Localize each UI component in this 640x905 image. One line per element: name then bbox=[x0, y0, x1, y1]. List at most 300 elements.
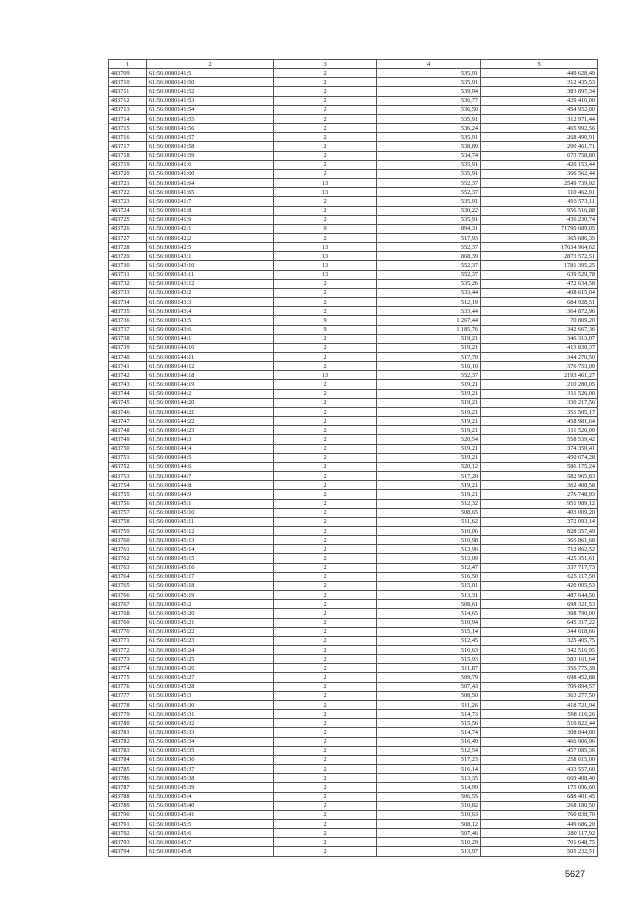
row-number-cell: 483761 bbox=[109, 545, 147, 554]
table-row bbox=[109, 380, 598, 389]
rate-cell: 533,44 bbox=[377, 288, 481, 297]
row-number-cell: 483719 bbox=[109, 160, 147, 169]
table-row bbox=[109, 481, 598, 490]
value-cell: 311 526,00 bbox=[481, 389, 598, 398]
category-cell: 2 bbox=[274, 526, 377, 535]
table-row bbox=[109, 371, 598, 380]
cadastral-number-cell: 61:56:0080145:22 bbox=[147, 627, 274, 636]
category-cell: 2 bbox=[274, 810, 377, 819]
category-cell: 2 bbox=[274, 462, 377, 471]
category-cell: 2 bbox=[274, 105, 377, 114]
rate-cell: 513,97 bbox=[377, 847, 481, 856]
rate-cell: 535,91 bbox=[377, 160, 481, 169]
cadastral-number-cell: 61:56:0080141:65 bbox=[147, 188, 274, 197]
table-row bbox=[109, 307, 598, 316]
category-cell: 13 bbox=[274, 243, 377, 252]
value-cell: 449 628,49 bbox=[481, 69, 598, 78]
table-row bbox=[109, 600, 598, 609]
row-number-cell: 483711 bbox=[109, 87, 147, 96]
cadastral-number-cell: 61:56:0080141:53 bbox=[147, 96, 274, 105]
rate-cell: 519,21 bbox=[377, 490, 481, 499]
rate-cell: 508,61 bbox=[377, 600, 481, 609]
table-row bbox=[109, 316, 598, 325]
cadastral-number-cell: 61:56:0080144:18 bbox=[147, 371, 274, 380]
value-cell: 2549 739,92 bbox=[481, 179, 598, 188]
rate-cell: 511,87 bbox=[377, 664, 481, 673]
column-header: 4 bbox=[377, 60, 481, 69]
row-number-cell: 483786 bbox=[109, 774, 147, 783]
table-row bbox=[109, 353, 598, 362]
cadastral-number-cell: 61:56:0080142:5 bbox=[147, 243, 274, 252]
value-cell: 425 351,61 bbox=[481, 554, 598, 563]
category-cell: 9 bbox=[274, 325, 377, 334]
rate-cell: 517,20 bbox=[377, 472, 481, 481]
cadastral-number-cell: 61:56:0080144:1 bbox=[147, 334, 274, 343]
cadastral-number-cell: 61:56:0080145:3 bbox=[147, 691, 274, 700]
category-cell: 2 bbox=[274, 334, 377, 343]
category-cell: 2 bbox=[274, 398, 377, 407]
table-row bbox=[109, 563, 598, 572]
value-cell: 342 516,95 bbox=[481, 646, 598, 655]
cadastral-number-cell: 61:56:0080144:10 bbox=[147, 343, 274, 352]
row-number-cell: 483712 bbox=[109, 96, 147, 105]
row-number-cell: 483742 bbox=[109, 371, 147, 380]
value-cell: 383 897,34 bbox=[481, 87, 598, 96]
category-cell: 2 bbox=[274, 719, 377, 728]
column-header: 2 bbox=[147, 60, 274, 69]
category-cell: 2 bbox=[274, 545, 377, 554]
table-row bbox=[109, 453, 598, 462]
value-cell: 701 648,75 bbox=[481, 838, 598, 847]
table-row bbox=[109, 435, 598, 444]
value-cell: 280 117,92 bbox=[481, 829, 598, 838]
table-row bbox=[109, 490, 598, 499]
value-cell: 2873 572,51 bbox=[481, 252, 598, 261]
rate-cell: 519,21 bbox=[377, 389, 481, 398]
cadastral-number-cell: 61:56:0080143:2 bbox=[147, 288, 274, 297]
category-cell: 2 bbox=[274, 96, 377, 105]
value-cell: 449 686,20 bbox=[481, 819, 598, 828]
value-cell: 487 644,50 bbox=[481, 591, 598, 600]
rate-cell: 536,50 bbox=[377, 105, 481, 114]
value-cell: 268 180,50 bbox=[481, 801, 598, 810]
row-number-cell: 483735 bbox=[109, 307, 147, 316]
table-row bbox=[109, 87, 598, 96]
cadastral-number-cell: 61:56:0080143:6 bbox=[147, 325, 274, 334]
category-cell: 13 bbox=[274, 371, 377, 380]
category-cell: 2 bbox=[274, 655, 377, 664]
category-cell: 2 bbox=[274, 288, 377, 297]
value-cell: 709 894,57 bbox=[481, 682, 598, 691]
rate-cell: 519,21 bbox=[377, 398, 481, 407]
category-cell: 2 bbox=[274, 206, 377, 215]
rate-cell: 507,46 bbox=[377, 829, 481, 838]
cadastral-number-cell: 61:56:0080143:11 bbox=[147, 270, 274, 279]
cadastral-number-cell: 61:56:0080145:19 bbox=[147, 591, 274, 600]
value-cell: 325 405,75 bbox=[481, 636, 598, 645]
rate-cell: 552,37 bbox=[377, 371, 481, 380]
category-cell: 2 bbox=[274, 114, 377, 123]
rate-cell: 517,93 bbox=[377, 233, 481, 242]
row-number-cell: 483754 bbox=[109, 481, 147, 490]
cadastral-number-cell: 61:56:0080141:57 bbox=[147, 133, 274, 142]
category-cell: 2 bbox=[274, 124, 377, 133]
data-table bbox=[108, 59, 598, 857]
value-cell: 308 790,00 bbox=[481, 609, 598, 618]
cadastral-number-cell: 61:56:0080141:60 bbox=[147, 169, 274, 178]
row-number-cell: 483792 bbox=[109, 829, 147, 838]
table-row bbox=[109, 710, 598, 719]
rate-cell: 510,98 bbox=[377, 536, 481, 545]
table-row bbox=[109, 105, 598, 114]
category-cell: 2 bbox=[274, 279, 377, 288]
category-cell: 2 bbox=[274, 472, 377, 481]
table-row bbox=[109, 169, 598, 178]
rate-cell: 512,32 bbox=[377, 499, 481, 508]
value-cell: 429 416,00 bbox=[481, 96, 598, 105]
category-cell: 2 bbox=[274, 819, 377, 828]
value-cell: 493 573,11 bbox=[481, 197, 598, 206]
rate-cell: 552,37 bbox=[377, 243, 481, 252]
row-number-cell: 483745 bbox=[109, 398, 147, 407]
cadastral-number-cell: 61:56:0080145:7 bbox=[147, 838, 274, 847]
cadastral-number-cell: 61:56:0080141:55 bbox=[147, 114, 274, 123]
category-cell: 2 bbox=[274, 133, 377, 142]
value-cell: 673 758,80 bbox=[481, 151, 598, 160]
value-cell: 712 862,52 bbox=[481, 545, 598, 554]
category-cell: 2 bbox=[274, 563, 377, 572]
row-number-cell: 483751 bbox=[109, 453, 147, 462]
category-cell: 2 bbox=[274, 646, 377, 655]
category-cell: 2 bbox=[274, 664, 377, 673]
table-row bbox=[109, 188, 598, 197]
value-cell: 374 350,41 bbox=[481, 444, 598, 453]
cadastral-number-cell: 61:56:0080144:23 bbox=[147, 426, 274, 435]
cadastral-number-cell: 61:56:0080143:12 bbox=[147, 279, 274, 288]
table-row bbox=[109, 591, 598, 600]
row-number-cell: 483776 bbox=[109, 682, 147, 691]
rate-cell: 519,21 bbox=[377, 334, 481, 343]
cadastral-number-cell: 61:56:0080144:2 bbox=[147, 389, 274, 398]
rate-cell: 515,14 bbox=[377, 627, 481, 636]
table-row bbox=[109, 325, 598, 334]
row-number-cell: 483733 bbox=[109, 288, 147, 297]
table-row bbox=[109, 499, 598, 508]
row-number-cell: 483777 bbox=[109, 691, 147, 700]
cadastral-number-cell: 61:56:0080145:4 bbox=[147, 792, 274, 801]
row-number-cell: 483725 bbox=[109, 215, 147, 224]
rate-cell: 535,26 bbox=[377, 279, 481, 288]
table-row bbox=[109, 407, 598, 416]
row-number-cell: 483736 bbox=[109, 316, 147, 325]
category-cell: 2 bbox=[274, 343, 377, 352]
value-cell: 276 748,93 bbox=[481, 490, 598, 499]
row-number-cell: 483709 bbox=[109, 69, 147, 78]
cadastral-number-cell: 61:56:0080145:21 bbox=[147, 618, 274, 627]
cadastral-number-cell: 61:56:0080144:21 bbox=[147, 407, 274, 416]
value-cell: 582 965,83 bbox=[481, 472, 598, 481]
cadastral-number-cell: 61:56:0080145:24 bbox=[147, 646, 274, 655]
rate-cell: 535,91 bbox=[377, 114, 481, 123]
rate-cell: 510,29 bbox=[377, 838, 481, 847]
category-cell: 2 bbox=[274, 197, 377, 206]
row-number-cell: 483778 bbox=[109, 700, 147, 709]
category-cell: 2 bbox=[274, 755, 377, 764]
cadastral-number-cell: 61:56:0080145:13 bbox=[147, 536, 274, 545]
category-cell: 2 bbox=[274, 581, 377, 590]
row-number-cell: 483718 bbox=[109, 151, 147, 160]
rate-cell: 538,89 bbox=[377, 142, 481, 151]
category-cell: 2 bbox=[274, 169, 377, 178]
row-number-cell: 483766 bbox=[109, 591, 147, 600]
cadastral-number-cell: 61:56:0080145:25 bbox=[147, 655, 274, 664]
table-body bbox=[109, 69, 598, 856]
category-cell: 13 bbox=[274, 261, 377, 270]
category-cell: 13 bbox=[274, 188, 377, 197]
table-row bbox=[109, 69, 598, 78]
value-cell: 828 357,49 bbox=[481, 526, 598, 535]
value-cell: 372 093,14 bbox=[481, 517, 598, 526]
table-row bbox=[109, 646, 598, 655]
table-row bbox=[109, 224, 598, 233]
table-row bbox=[109, 96, 598, 105]
category-cell: 2 bbox=[274, 792, 377, 801]
table-row bbox=[109, 124, 598, 133]
category-cell: 9 bbox=[274, 316, 377, 325]
row-number-cell: 483765 bbox=[109, 581, 147, 590]
row-number-cell: 483784 bbox=[109, 755, 147, 764]
table-row bbox=[109, 618, 598, 627]
category-cell: 2 bbox=[274, 691, 377, 700]
value-cell: 312 971,44 bbox=[481, 114, 598, 123]
cadastral-number-cell: 61:56:0080144:19 bbox=[147, 380, 274, 389]
row-number-cell: 483793 bbox=[109, 838, 147, 847]
rate-cell: 507,43 bbox=[377, 682, 481, 691]
table-row bbox=[109, 627, 598, 636]
row-number-cell: 483791 bbox=[109, 819, 147, 828]
table-row bbox=[109, 462, 598, 471]
cadastral-number-cell: 61:56:0080143:1 bbox=[147, 252, 274, 261]
value-cell: 365 686,35 bbox=[481, 233, 598, 242]
header-row bbox=[109, 60, 598, 69]
rate-cell: 533,44 bbox=[377, 307, 481, 316]
rate-cell: 552,37 bbox=[377, 261, 481, 270]
row-number-cell: 483723 bbox=[109, 197, 147, 206]
category-cell: 2 bbox=[274, 554, 377, 563]
table-row bbox=[109, 810, 598, 819]
table-row bbox=[109, 472, 598, 481]
row-number-cell: 483739 bbox=[109, 343, 147, 352]
value-cell: 698 452,88 bbox=[481, 673, 598, 682]
rate-cell: 520,12 bbox=[377, 462, 481, 471]
row-number-cell: 483752 bbox=[109, 462, 147, 471]
rate-cell: 512,54 bbox=[377, 746, 481, 755]
rate-cell: 508,50 bbox=[377, 691, 481, 700]
value-cell: 454 952,00 bbox=[481, 105, 598, 114]
row-number-cell: 483729 bbox=[109, 252, 147, 261]
rate-cell: 508,12 bbox=[377, 819, 481, 828]
row-number-cell: 483741 bbox=[109, 362, 147, 371]
category-cell: 2 bbox=[274, 536, 377, 545]
row-number-cell: 483768 bbox=[109, 609, 147, 618]
row-number-cell: 483756 bbox=[109, 499, 147, 508]
cadastral-number-cell: 61:56:0080141:59 bbox=[147, 151, 274, 160]
row-number-cell: 483750 bbox=[109, 444, 147, 453]
value-cell: 472 634,58 bbox=[481, 279, 598, 288]
rate-cell: 519,21 bbox=[377, 380, 481, 389]
rate-cell: 535,91 bbox=[377, 215, 481, 224]
category-cell: 2 bbox=[274, 746, 377, 755]
table-row bbox=[109, 279, 598, 288]
category-cell: 2 bbox=[274, 710, 377, 719]
table-row bbox=[109, 398, 598, 407]
value-cell: 342 667,36 bbox=[481, 325, 598, 334]
table-row bbox=[109, 517, 598, 526]
cadastral-number-cell: 61:56:0080145:2 bbox=[147, 600, 274, 609]
table-row bbox=[109, 755, 598, 764]
category-cell: 2 bbox=[274, 508, 377, 517]
rate-cell: 510,94 bbox=[377, 618, 481, 627]
cadastral-number-cell: 61:56:0080145:23 bbox=[147, 636, 274, 645]
row-number-cell: 483749 bbox=[109, 435, 147, 444]
category-cell: 2 bbox=[274, 673, 377, 682]
value-cell: 363 277,50 bbox=[481, 691, 598, 700]
cadastral-number-cell: 61:56:0080145:26 bbox=[147, 664, 274, 673]
table-row bbox=[109, 362, 598, 371]
column-header: 1 bbox=[109, 60, 147, 69]
row-number-cell: 483785 bbox=[109, 765, 147, 774]
value-cell: 362 408,58 bbox=[481, 481, 598, 490]
value-cell: 420 153,44 bbox=[481, 160, 598, 169]
table-row bbox=[109, 545, 598, 554]
row-number-cell: 483730 bbox=[109, 261, 147, 270]
cadastral-number-cell: 61:56:0080145:35 bbox=[147, 746, 274, 755]
row-number-cell: 483737 bbox=[109, 325, 147, 334]
cadastral-number-cell: 61:56:0080145:18 bbox=[147, 581, 274, 590]
value-cell: 403 009,20 bbox=[481, 508, 598, 517]
row-number-cell: 483715 bbox=[109, 124, 147, 133]
rate-cell: 515,93 bbox=[377, 655, 481, 664]
rate-cell: 510,06 bbox=[377, 526, 481, 535]
category-cell: 2 bbox=[274, 233, 377, 242]
rate-cell: 535,91 bbox=[377, 169, 481, 178]
rate-cell: 513,96 bbox=[377, 545, 481, 554]
category-cell: 2 bbox=[274, 847, 377, 856]
value-cell: 2193 461,27 bbox=[481, 371, 598, 380]
table-row bbox=[109, 151, 598, 160]
cadastral-number-cell: 61:56:0080141:64 bbox=[147, 179, 274, 188]
row-number-cell: 483748 bbox=[109, 426, 147, 435]
cadastral-number-cell: 61:56:0080143:3 bbox=[147, 298, 274, 307]
table-row bbox=[109, 78, 598, 87]
row-number-cell: 483774 bbox=[109, 664, 147, 673]
table-row bbox=[109, 746, 598, 755]
value-cell: 688 401,45 bbox=[481, 792, 598, 801]
rate-cell: 515,56 bbox=[377, 719, 481, 728]
row-number-cell: 483724 bbox=[109, 206, 147, 215]
row-number-cell: 483721 bbox=[109, 179, 147, 188]
value-cell: 308 844,00 bbox=[481, 728, 598, 737]
cadastral-number-cell: 61:56:0080141:8 bbox=[147, 206, 274, 215]
cadastral-number-cell: 61:56:0080145:33 bbox=[147, 728, 274, 737]
category-cell: 2 bbox=[274, 417, 377, 426]
category-cell: 2 bbox=[274, 142, 377, 151]
row-number-cell: 483746 bbox=[109, 407, 147, 416]
category-cell: 2 bbox=[274, 609, 377, 618]
table-row bbox=[109, 179, 598, 188]
cadastral-number-cell: 61:56:0080144:20 bbox=[147, 398, 274, 407]
table-row bbox=[109, 508, 598, 517]
value-cell: 356 775,39 bbox=[481, 664, 598, 673]
row-number-cell: 483758 bbox=[109, 517, 147, 526]
category-cell: 13 bbox=[274, 270, 377, 279]
cadastral-number-cell: 61:56:0080145:30 bbox=[147, 700, 274, 709]
row-number-cell: 483731 bbox=[109, 270, 147, 279]
cadastral-number-cell: 61:56:0080143:10 bbox=[147, 261, 274, 270]
value-cell: 458 981,64 bbox=[481, 417, 598, 426]
rate-cell: 539,94 bbox=[377, 87, 481, 96]
row-number-cell: 483716 bbox=[109, 133, 147, 142]
value-cell: 210 280,05 bbox=[481, 380, 598, 389]
cadastral-number-cell: 61:56:0080141:54 bbox=[147, 105, 274, 114]
category-cell: 2 bbox=[274, 829, 377, 838]
rate-cell: 516,49 bbox=[377, 737, 481, 746]
value-cell: 364 872,96 bbox=[481, 307, 598, 316]
table-row bbox=[109, 554, 598, 563]
rate-cell: 519,21 bbox=[377, 481, 481, 490]
rate-cell: 535,91 bbox=[377, 197, 481, 206]
column-header: 5 bbox=[481, 60, 598, 69]
category-cell: 2 bbox=[274, 517, 377, 526]
row-number-cell: 483789 bbox=[109, 801, 147, 810]
value-cell: 433 557,60 bbox=[481, 765, 598, 774]
category-cell: 2 bbox=[274, 490, 377, 499]
cadastral-number-cell: 61:56:0080145:5 bbox=[147, 819, 274, 828]
category-cell: 2 bbox=[274, 774, 377, 783]
table-row bbox=[109, 636, 598, 645]
cadastral-number-cell: 61:56:0080144:8 bbox=[147, 481, 274, 490]
value-cell: 351 505,17 bbox=[481, 407, 598, 416]
cadastral-number-cell: 61:56:0080145:1 bbox=[147, 499, 274, 508]
row-number-cell: 483732 bbox=[109, 279, 147, 288]
rate-cell: 509,79 bbox=[377, 673, 481, 682]
table-row bbox=[109, 252, 598, 261]
table-row bbox=[109, 526, 598, 535]
row-number-cell: 483763 bbox=[109, 563, 147, 572]
table-row bbox=[109, 417, 598, 426]
value-cell: 70 809,20 bbox=[481, 316, 598, 325]
cadastral-number-cell: 61:56:0080145:8 bbox=[147, 847, 274, 856]
table-row bbox=[109, 572, 598, 581]
value-cell: 465 992,56 bbox=[481, 124, 598, 133]
cadastral-number-cell: 61:56:0080141:9 bbox=[147, 215, 274, 224]
category-cell: 2 bbox=[274, 737, 377, 746]
value-cell: 510 822,44 bbox=[481, 719, 598, 728]
value-cell: 413 830,37 bbox=[481, 343, 598, 352]
rate-cell: 519,21 bbox=[377, 426, 481, 435]
table-row bbox=[109, 774, 598, 783]
cadastral-number-cell: 61:56:0080141:58 bbox=[147, 142, 274, 151]
rate-cell: 512,45 bbox=[377, 636, 481, 645]
rate-cell: 894,31 bbox=[377, 224, 481, 233]
category-cell: 2 bbox=[274, 435, 377, 444]
table-row bbox=[109, 114, 598, 123]
rate-cell: 512,19 bbox=[377, 298, 481, 307]
category-cell: 2 bbox=[274, 801, 377, 810]
row-number-cell: 483783 bbox=[109, 746, 147, 755]
cadastral-number-cell: 61:56:0080145:36 bbox=[147, 755, 274, 764]
category-cell: 2 bbox=[274, 572, 377, 581]
